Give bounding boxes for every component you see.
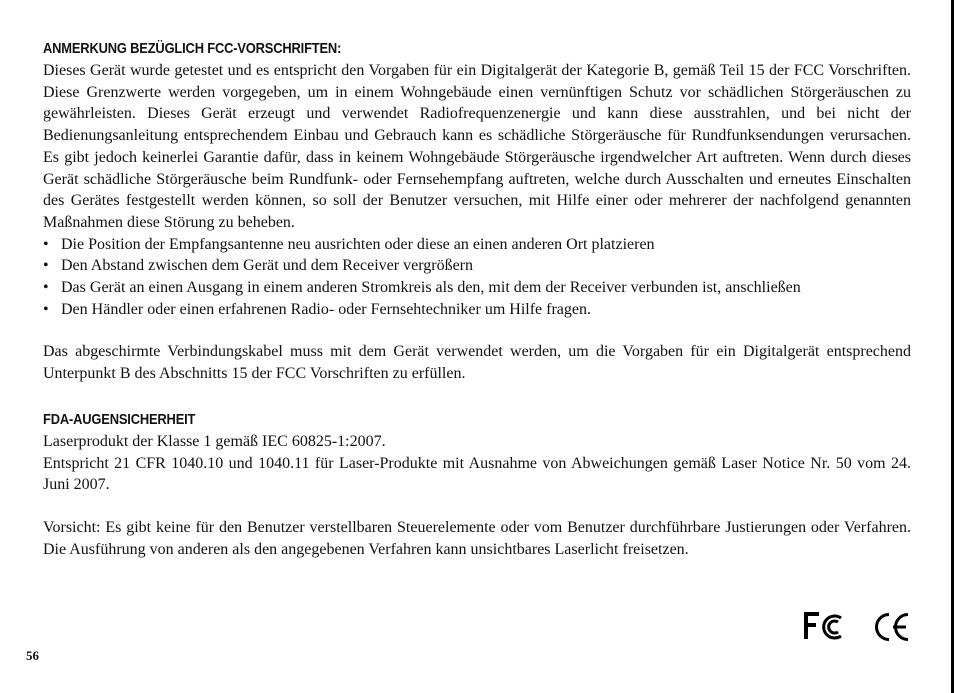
fcc-logo bbox=[806, 614, 841, 639]
bullet-icon: • bbox=[43, 279, 49, 297]
spacer bbox=[43, 496, 911, 517]
fda-heading: FDA-AUGENSICHERHEIT bbox=[43, 410, 196, 428]
bullet-icon: • bbox=[43, 257, 49, 275]
list-item: • Den Händler oder einen erfahrenen Radio- oder Fernsehtechniker um Hilfe fragen. bbox=[43, 299, 911, 321]
page-number: 56 bbox=[26, 648, 39, 663]
list-item: • Die Position der Empfangsantenne neu ausrichten oder diese an einen anderen Ort platzieren bbox=[43, 234, 911, 256]
bullet-icon: • bbox=[43, 300, 49, 318]
fcc-measures-list bbox=[43, 234, 911, 321]
spacer bbox=[43, 385, 911, 409]
list-item: • Den Abstand zwischen dem Gerät und dem Receiver vergrößern bbox=[43, 255, 911, 277]
fda-cfr-compliance: Entspricht 21 CFR 1040.10 und 1040.11 für Laser-Produkte mit Ausnahme von Abweichungen gemäß Laser Notice Nr. 50 vom 24. Juni 2007. bbox=[43, 454, 911, 494]
certification-logos bbox=[803, 608, 911, 644]
fda-caution: Vorsicht: Es gibt keine für den Benutzer verstellbaren Steuerelemente oder vom Benutzer durchführbare Justierungen oder Verfahren. Die Ausführung von anderen als den angegebenen Verfahren kann unsichtbares Laserlicht freisetzen. bbox=[43, 518, 911, 558]
spacer bbox=[43, 320, 911, 341]
bullet-icon: • bbox=[43, 235, 49, 253]
fda-laser-class: Laserprodukt der Klasse 1 gemäß IEC 60825-1:2007. bbox=[43, 432, 386, 450]
fcc-heading: ANMERKUNG BEZÜGLICH FCC-VORSCHRIFTEN: bbox=[43, 40, 342, 57]
ce-logo bbox=[877, 615, 909, 640]
document-body bbox=[43, 38, 911, 560]
fcc-paragraph: Dieses Gerät wurde getestet und es entspricht den Vorgaben für ein Digitalgerät der Kategorie B, gemäß Teil 15 der FCC Vorschriften. Diese Grenzwerte werden vorgegeben, um in einem Wohngebäude einen vernünftigen Schutz vor schädlichen Störgeräuschen zu gewährleisten. Dieses Gerät erzeugt und verwendet Radiofrequenzenergie und kann diese ausstrahlen, und bei nicht der Bedienungsanleitung entsprechendem Einbau und Gebrauch kann es schädliche Störgeräusche für Rundfunksendungen verursachen. Es gibt jedoch keinerlei Garantie dafür, dass in keinem Wohngebäude Störgeräusche irgendwelcher Art auftreten. Wenn durch dieses Gerät schädliche Störgeräusche beim Rundfunk- oder Fernsehempfang auftreten, welche durch Ausschalten und erneutes Einschalten des Gerätes festgestellt werden können, so soll der Benutzer versuchen, mit Hilfe einer oder mehrerer der nachfolgend genannten Maßnahmen diese Störung zu beheben. bbox=[43, 62, 911, 231]
list-item: • Das Gerät an einen Ausgang in einem anderen Stromkreis als den, mit dem der Receiver verbunden ist, anschließen bbox=[43, 277, 911, 299]
fcc-cable-note: Das abgeschirmte Verbindungskabel muss mit dem Gerät verwendet werden, um die Vorgaben für ein Digitalgerät entsprechend Unterpunkt B des Abschnitts 15 der FCC Vorschriften zu erfüllen. bbox=[43, 343, 911, 383]
